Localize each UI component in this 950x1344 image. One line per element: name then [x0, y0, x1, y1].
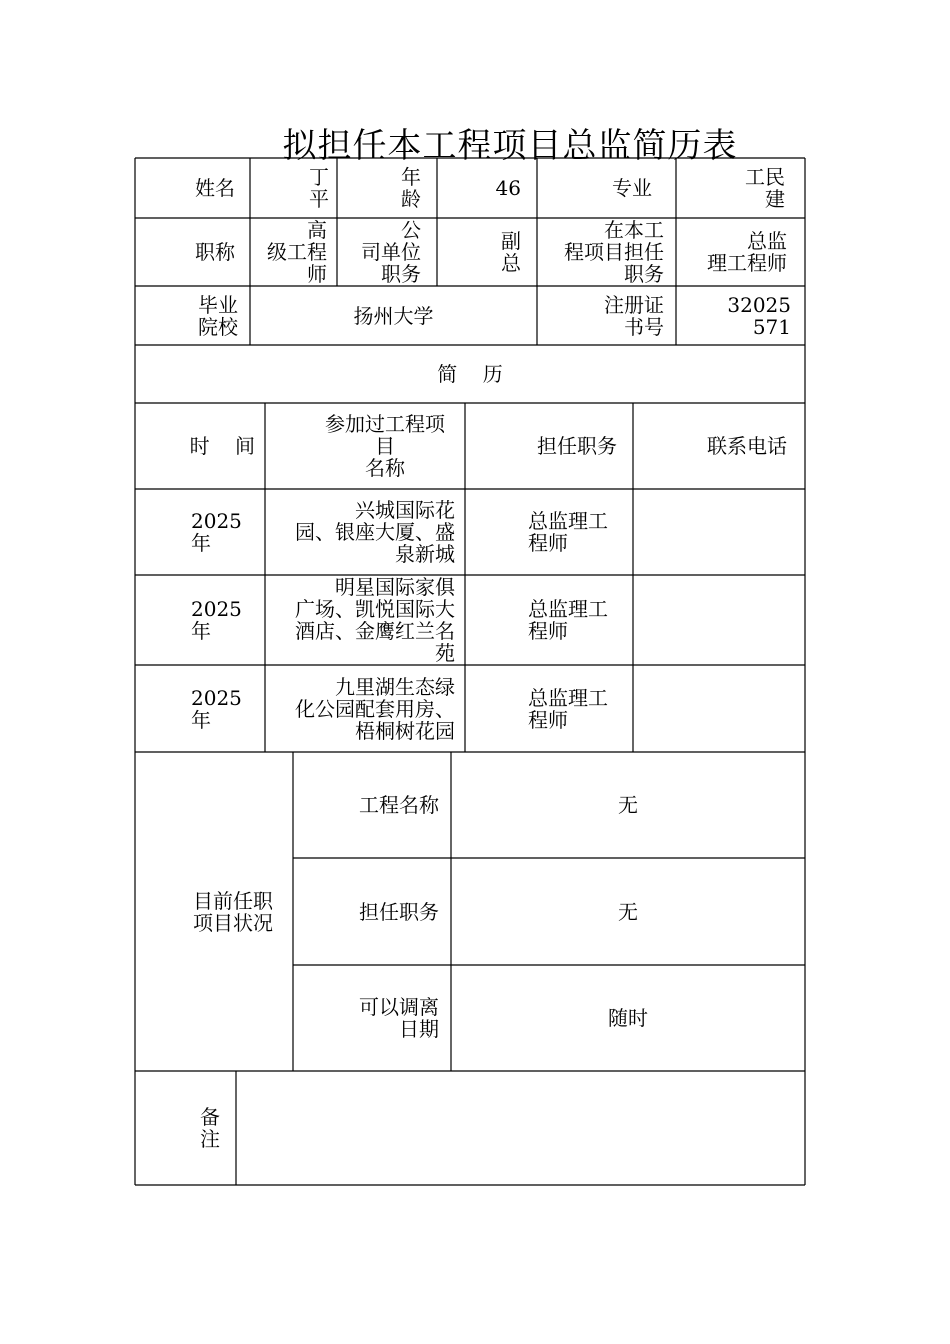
title-value: 高 级工程 师	[267, 218, 327, 286]
age-label: 年 龄	[401, 165, 421, 211]
release-date-label: 可以调离 日期	[359, 995, 439, 1041]
current-role-value: 无	[618, 899, 638, 924]
release-date-value: 随时	[608, 1006, 648, 1030]
current-project-name-label: 工程名称	[359, 793, 439, 817]
resume-row-1-role: 总监理工 程师	[528, 509, 608, 555]
resume-row-1-time: 2025 年	[191, 509, 242, 555]
cert-label: 注册证 书号	[604, 292, 664, 339]
school-value: 扬州大学	[353, 303, 434, 328]
company-role-label: 公 司单位 职务	[361, 218, 421, 286]
remarks-value	[236, 1071, 805, 1185]
company-role-value: 副 总	[501, 229, 521, 275]
resume-row-2-time: 2025 年	[191, 597, 242, 643]
name-value: 丁 平	[309, 165, 329, 211]
resume-row-2-phone	[633, 575, 805, 665]
remarks-label: 备 注	[200, 1105, 220, 1151]
resume-row-3-project: 九里湖生态绿 化公园配套用房、 梧桐树花园	[295, 674, 455, 743]
resume-row-2-project: 明星国际家俱 广场、凯悦国际大 酒店、金鹰红兰名 苑	[295, 575, 455, 665]
project-role-value: 总监 理工程师	[707, 229, 787, 275]
current-status-label: 目前任职 项目状况	[193, 888, 273, 935]
current-role-label: 担任职务	[359, 899, 439, 924]
resume-row-3-phone	[633, 665, 805, 752]
resume-row-1-project: 兴城国际花 园、银座大厦、盛 泉新城	[295, 498, 455, 566]
project-role-label: 在本工 程项目担任 职务	[564, 218, 664, 286]
resume-row-2-role: 总监理工 程师	[528, 597, 608, 643]
resume-col-phone: 联系电话	[707, 434, 787, 458]
major-value: 工民 建	[745, 165, 785, 211]
resume-col-time: 时 间	[189, 434, 255, 458]
resume-header: 简 历	[437, 362, 503, 386]
page-title: 拟担任本工程项目总监简历表	[282, 126, 738, 166]
title-label: 职称	[195, 240, 235, 264]
resume-row-1-phone	[633, 489, 805, 575]
age-value: 46	[495, 176, 521, 200]
resume-col-project: 参加过工程项 目 名称	[325, 412, 445, 480]
school-label: 毕业 院校	[198, 292, 238, 339]
current-project-name-value: 无	[618, 793, 638, 817]
name-label: 姓名	[195, 176, 235, 200]
cert-value: 32025 571	[727, 292, 791, 339]
resume-row-3-time: 2025 年	[191, 685, 242, 732]
resume-row-3-role: 总监理工 程师	[528, 685, 608, 732]
major-label: 专业	[612, 176, 652, 200]
resume-col-role: 担任职务	[537, 434, 617, 458]
